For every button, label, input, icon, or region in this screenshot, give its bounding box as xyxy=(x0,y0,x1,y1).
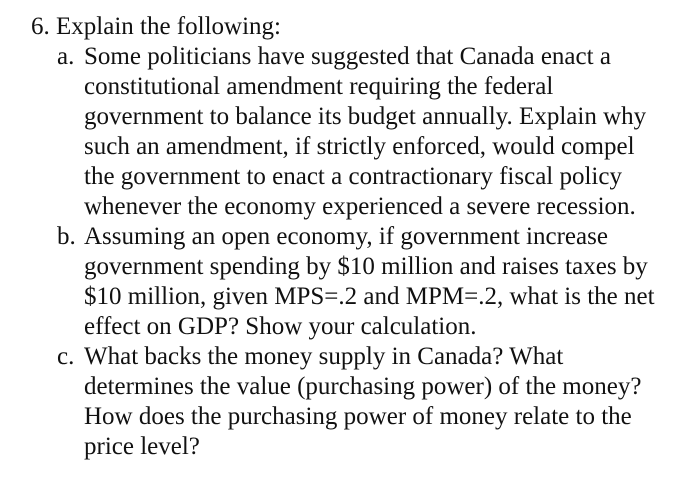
part-a-text xyxy=(84,42,646,222)
part-b-text xyxy=(84,222,655,342)
part-a-line: constitutional amendment requiring the federal xyxy=(84,73,554,100)
part-b-line: $10 million, given MPS=.2 and MPM=.2, what is the net xyxy=(84,283,655,310)
part-c-line: What backs the money supply in Canada? What xyxy=(84,343,564,370)
question-title: 6. Explain the following: xyxy=(31,13,281,40)
part-b-line: government spending by $10 million and raises taxes by xyxy=(84,253,648,280)
part-c-text xyxy=(84,342,641,462)
part-a-marker: a. xyxy=(57,43,75,70)
part-a-line: government to balance its budget annually. Explain why xyxy=(84,103,647,130)
part-b-marker: b. xyxy=(57,223,76,250)
part-b-line: effect on GDP? Show your calculation. xyxy=(84,313,477,340)
part-a-line: Some politicians have suggested that Canada enact a xyxy=(84,43,611,70)
part-c-line: determines the value (purchasing power) of the money? xyxy=(84,373,642,400)
part-a-line: whenever the economy experienced a severe recession. xyxy=(84,193,636,220)
part-a-line: such an amendment, if strictly enforced, would compel xyxy=(84,133,635,160)
part-b-line: Assuming an open economy, if government increase xyxy=(84,223,608,250)
part-c-line: How does the purchasing power of money relate to the xyxy=(84,403,632,430)
part-c-marker: c. xyxy=(57,343,75,370)
part-a-line: the government to enact a contractionary fiscal policy xyxy=(84,163,622,190)
part-c-line: price level? xyxy=(84,433,200,460)
